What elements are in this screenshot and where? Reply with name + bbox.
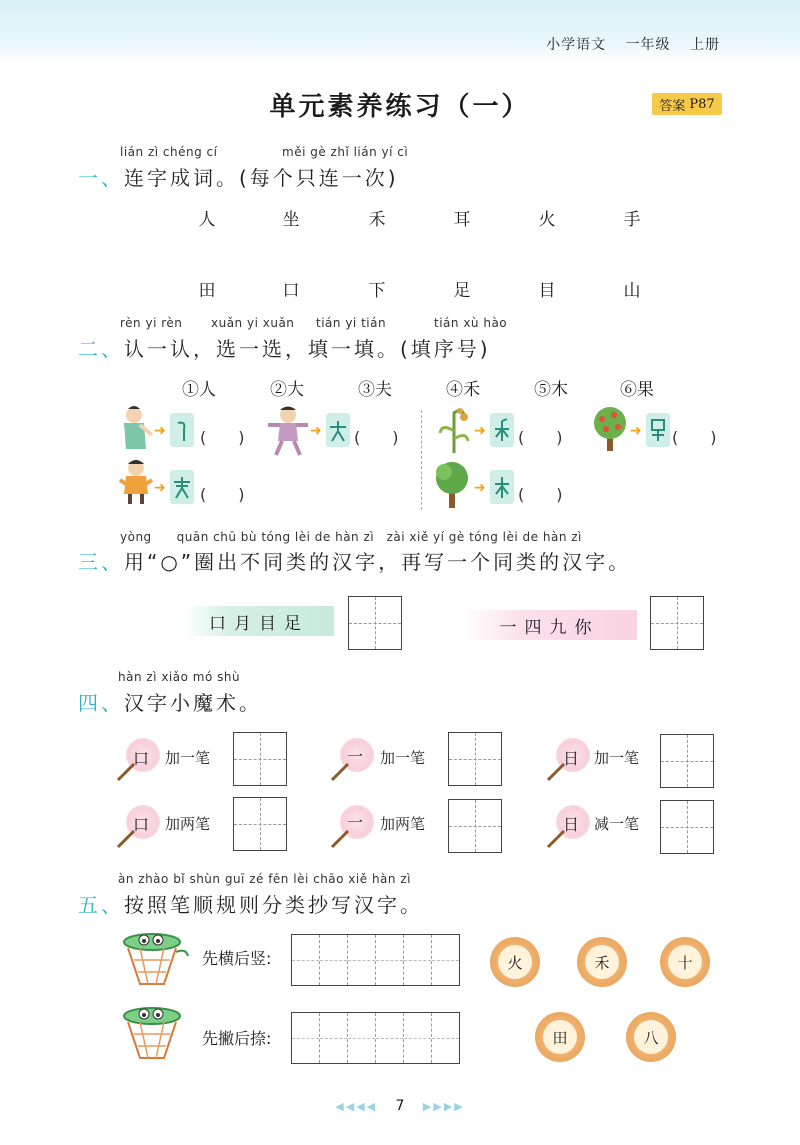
- ancient-char-fu-icon: [170, 470, 194, 504]
- q3-text: 用“○”圈出不同类的汉字，再写一个同类的汉字。: [124, 550, 632, 574]
- q1-heading: [78, 162, 399, 191]
- char-coin[interactable]: [660, 937, 710, 987]
- grade-label: 一年级: [625, 37, 671, 53]
- arrow-icon: ➜: [310, 423, 322, 439]
- q2-option: ②大: [270, 380, 304, 400]
- magic-base-char: 日: [563, 815, 580, 834]
- right-arrows-icon: ▶▶▶▶: [422, 1100, 465, 1113]
- answer-page: P87: [689, 96, 715, 112]
- q5-number: 五、: [78, 893, 124, 917]
- ancient-char-ren-icon: [170, 413, 194, 447]
- coin-char: 禾: [585, 945, 619, 979]
- basket-mascot-icon: [118, 1004, 192, 1062]
- writing-grid[interactable]: [448, 799, 502, 853]
- q3-pinyin: yòng quān chū bù tóng lèi de hàn zì zài xiě yí gè tóng lèi de hàn zì: [120, 530, 582, 544]
- answer-label: 答案: [659, 98, 686, 114]
- char-coin[interactable]: [626, 1012, 676, 1062]
- page-footer: [0, 1098, 800, 1114]
- writing-grid[interactable]: [660, 800, 714, 854]
- q1-top-char[interactable]: 坐: [282, 210, 300, 230]
- answer-blank[interactable]: ( ): [518, 428, 563, 447]
- tree-picture: [432, 460, 472, 510]
- q1-bottom-char[interactable]: 田: [198, 281, 216, 301]
- q1-bottom-char[interactable]: 山: [623, 281, 641, 301]
- magic-base-char: 一: [347, 747, 364, 766]
- q1-bottom-char[interactable]: 口: [282, 281, 300, 301]
- subject-label: 小学语文: [546, 37, 607, 53]
- q1-top-char[interactable]: 人: [198, 210, 216, 230]
- ancient-char-mu-icon: [490, 470, 514, 504]
- basket-mascot-icon: [118, 930, 192, 988]
- writing-grid[interactable]: [233, 732, 287, 786]
- q1-number: 一、: [78, 166, 124, 190]
- q2-heading: [78, 333, 491, 362]
- grain-plant-picture: [434, 405, 474, 455]
- q2-pinyin-1: rèn yi rèn: [120, 316, 183, 330]
- q2-option: ③夫: [358, 380, 392, 400]
- q3-group-1[interactable]: 口月目足: [184, 606, 334, 636]
- section-divider: [421, 410, 422, 510]
- q2-pinyin-3: tián yi tián: [316, 316, 387, 330]
- q1-bottom-char[interactable]: 目: [538, 281, 556, 301]
- arrow-icon: ➜: [154, 480, 166, 496]
- char-coin[interactable]: [577, 937, 627, 987]
- standing-man-picture: [118, 458, 154, 506]
- header-wave: [0, 48, 800, 88]
- q2-number: 二、: [78, 337, 124, 361]
- coin-char: 八: [634, 1020, 668, 1054]
- writing-grid[interactable]: [348, 596, 402, 650]
- child-spreading-arms-picture: [266, 405, 310, 457]
- q5-text: 按照笔顺规则分类抄写汉字。: [124, 893, 423, 917]
- writing-grid[interactable]: [448, 732, 502, 786]
- magic-operation: 加一笔: [594, 749, 640, 767]
- q1-pinyin-1: lián zì chéng cí: [120, 145, 218, 159]
- ancient-char-he-icon: [490, 413, 514, 447]
- page-number: 7: [395, 1098, 405, 1114]
- q1-top-char[interactable]: 耳: [453, 210, 471, 230]
- q1-top-char[interactable]: 火: [538, 210, 556, 230]
- char-coin[interactable]: [490, 937, 540, 987]
- answer-badge[interactable]: [652, 93, 722, 115]
- q2-pinyin-2: xuǎn yi xuǎn: [211, 316, 295, 330]
- magic-operation: 加两笔: [165, 815, 211, 833]
- answer-blank[interactable]: ( ): [672, 428, 717, 447]
- q1-text: 连字成词。(每个只连一次): [124, 166, 399, 190]
- q4-heading: [78, 687, 262, 716]
- ancient-char-guo-icon: [646, 413, 670, 447]
- rule-label-1: 先横后竖:: [202, 949, 272, 968]
- left-arrows-icon: ◀◀◀◀: [335, 1100, 378, 1113]
- q2-pinyin-4: tián xù hào: [434, 316, 508, 330]
- arrow-icon: ➜: [474, 480, 486, 496]
- q1-bottom-char[interactable]: 足: [453, 281, 471, 301]
- coin-char: 十: [668, 945, 702, 979]
- q4-text: 汉字小魔术。: [124, 691, 262, 715]
- q2-option: ①人: [182, 380, 216, 400]
- q5-pinyin: àn zhào bǐ shùn guī zé fēn lèi chāo xiě hàn zì: [118, 872, 411, 886]
- answer-blank[interactable]: ( ): [518, 485, 563, 504]
- writing-grid[interactable]: [233, 797, 287, 851]
- q2-text: 认一认，选一选，填一填。(填序号): [124, 337, 491, 361]
- copy-grid-row-2[interactable]: [291, 1012, 460, 1064]
- q1-bottom-char[interactable]: 下: [368, 281, 386, 301]
- person-bowing-picture: [118, 405, 154, 451]
- magic-base-char: 一: [347, 813, 364, 832]
- magic-operation: 减一笔: [594, 815, 640, 833]
- q2-option: ⑥果: [620, 380, 654, 400]
- writing-grid[interactable]: [650, 596, 704, 650]
- char-coin[interactable]: [535, 1012, 585, 1062]
- rule-label-2: 先撇后捺:: [202, 1029, 272, 1048]
- fruit-tree-picture: [590, 405, 630, 453]
- q4-pinyin: hàn zì xiǎo mó shù: [118, 670, 241, 684]
- coin-char: 火: [498, 945, 532, 979]
- coin-char: 田: [543, 1020, 577, 1054]
- q4-number: 四、: [78, 691, 124, 715]
- answer-blank[interactable]: ( ): [200, 428, 245, 447]
- book-subject: [546, 34, 720, 54]
- ancient-char-da-icon: [326, 413, 350, 447]
- volume-label: 上册: [690, 37, 720, 53]
- copy-grid-row-1[interactable]: [291, 934, 460, 986]
- writing-grid[interactable]: [660, 734, 714, 788]
- q1-pinyin-2: měi gè zhǐ lián yí cì: [282, 145, 409, 159]
- q3-number: 三、: [78, 550, 124, 574]
- q5-heading: [78, 889, 423, 918]
- magic-operation: 加两笔: [380, 815, 426, 833]
- magic-base-char: 口: [133, 815, 150, 834]
- magic-operation: 加一笔: [380, 749, 426, 767]
- q3-heading: [78, 546, 631, 575]
- magic-operation: 加一笔: [165, 749, 211, 767]
- q3-group-2[interactable]: 一四九你: [462, 610, 637, 640]
- magic-base-char: 口: [133, 749, 150, 768]
- arrow-icon: ➜: [630, 423, 642, 439]
- page-title: 单元素养练习（一）: [269, 92, 531, 122]
- answer-blank[interactable]: ( ): [354, 428, 399, 447]
- q2-option: ⑤木: [534, 380, 568, 400]
- q2-option: ④禾: [446, 380, 480, 400]
- arrow-icon: ➜: [154, 423, 166, 439]
- arrow-icon: ➜: [474, 423, 486, 439]
- answer-blank[interactable]: ( ): [200, 485, 245, 504]
- q1-top-char[interactable]: 禾: [368, 210, 386, 230]
- q1-top-char[interactable]: 手: [623, 210, 641, 230]
- magic-base-char: 日: [563, 749, 580, 768]
